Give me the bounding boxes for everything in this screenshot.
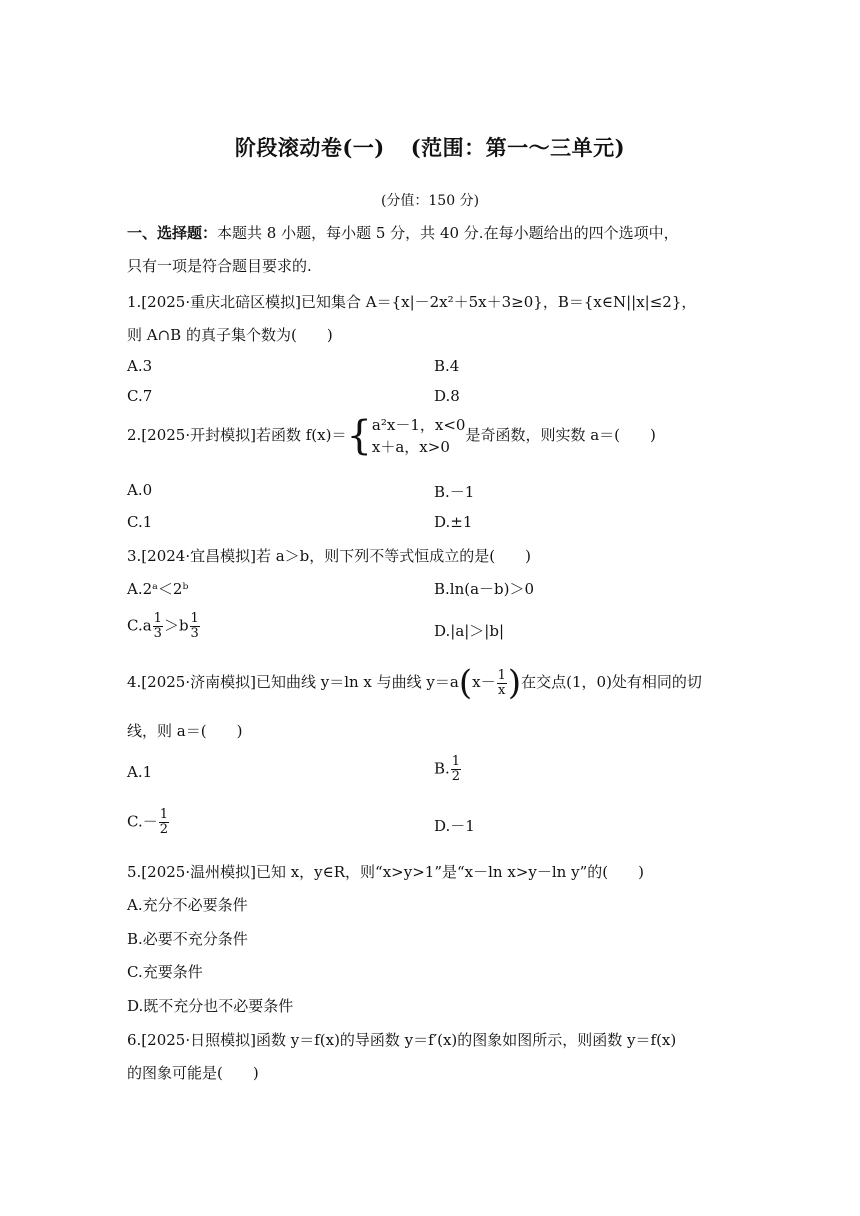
q2-stem-b: 是奇函数，则实数 a＝( )	[465, 426, 656, 444]
left-brace-glyph: {	[346, 413, 372, 459]
option-prefix: B.	[434, 759, 450, 778]
q5-option-a: A.充分不必要条件	[127, 896, 248, 914]
q1-option-a: A.3	[127, 357, 153, 375]
page-title	[0, 132, 860, 162]
q5-option-b: B.必要不充分条件	[127, 930, 248, 948]
q3-option-c-gt: ＞b	[163, 616, 189, 635]
left-paren-glyph: (	[458, 663, 473, 703]
q5-option-d: D.既不充分也不必要条件	[127, 997, 294, 1015]
section-desc-line2: 只有一项是符合题目要求的.	[127, 257, 312, 275]
q2-stem-a: 2.[2025·开封模拟]若函数 f(x)＝	[127, 426, 347, 444]
q4-option-d: D.－1	[434, 817, 475, 835]
frac-numerator: 1	[451, 754, 461, 769]
section-desc-line1: 本题共 8 小题，每小题 5 分，共 40 分.在每小题给出的四个选项中，	[217, 224, 679, 242]
q4-option-c	[127, 808, 170, 837]
q4-optc-frac	[159, 808, 169, 837]
q1-stem-line2: 则 A∩B 的真子集个数为( )	[127, 326, 333, 344]
q3-option-c-a: C.a	[127, 616, 152, 635]
frac-numerator: 1	[190, 611, 199, 626]
score-note: (分值：150 分)	[380, 193, 480, 209]
frac-numerator: 1	[153, 611, 162, 626]
q1-set-a: A＝{x|－2x²＋5x＋3≥0}，	[365, 293, 558, 311]
frac-numerator: 1	[497, 667, 506, 683]
q4-option-a: A.1	[127, 763, 153, 781]
title-range: (范围：第一～三单元)	[410, 135, 626, 160]
q2-option-c: C.1	[127, 513, 153, 531]
title-main: 阶段滚动卷(一)	[234, 135, 385, 160]
q2-option-d: D.±1	[434, 513, 473, 531]
q4-option-b	[434, 755, 462, 784]
q1-stem-line1	[127, 291, 696, 312]
q6-stem-line2: 的图象可能是( )	[127, 1064, 259, 1082]
q4-paren-x: x－	[472, 673, 496, 691]
q5-stem: 5.[2025·温州模拟]已知 x，y∈R，则“x>y>1”是“x－ln x>y－ln y”的( )	[127, 863, 644, 881]
q4-optb-frac	[451, 755, 461, 784]
q2-case1: a²x－1，x<0	[371, 416, 466, 434]
q4-stem-line2: 线，则 a＝( )	[127, 722, 243, 740]
q4-stem-a: 4.[2025·济南模拟]已知曲线 y＝ln x 与曲线 y＝a	[127, 673, 459, 691]
option-prefix: C.－	[127, 812, 158, 831]
q3-frac-1	[153, 612, 163, 641]
q4-stem-line1	[127, 663, 702, 703]
q1-option-c: C.7	[127, 387, 153, 405]
frac-denominator: x	[498, 682, 506, 698]
frac-denominator: 3	[153, 626, 162, 641]
q1-set-b: B＝{x∈N||x|≤2}，	[557, 293, 697, 311]
q3-option-a: A.2ᵃ＜2ᵇ	[127, 580, 189, 598]
frac-denominator: 2	[451, 769, 461, 784]
q3-option-c	[127, 612, 201, 641]
q2-case2: x＋a，x>0	[371, 438, 450, 456]
q2-piecewise	[346, 414, 465, 458]
frac-numerator: 1	[159, 807, 168, 822]
q3-option-b: B.ln(a－b)＞0	[434, 580, 535, 598]
q6-stem-line1: 6.[2025·日照模拟]函数 y＝f(x)的导函数 y＝f′(x)的图象如图所示，则函数 y＝f(x)	[127, 1031, 677, 1049]
q1-stem-a: 1.[2025·重庆北碚区模拟]已知集合	[127, 293, 366, 311]
q4-stem-b: 在交点(1，0)处有相同的切	[521, 673, 702, 691]
q1-option-b: B.4	[434, 357, 460, 375]
frac-denominator: 3	[190, 626, 199, 641]
right-paren-glyph: )	[507, 663, 522, 703]
q5-option-c: C.充要条件	[127, 963, 203, 981]
q1-option-d: D.8	[434, 387, 460, 405]
q2-option-b: B.－1	[434, 483, 475, 501]
frac-denominator: 2	[159, 822, 168, 837]
q2-option-a: A.0	[127, 481, 153, 499]
q2-stem	[127, 414, 656, 458]
section-heading: 一、选择题：	[127, 224, 218, 242]
q3-stem: 3.[2024·宜昌模拟]若 a＞b，则下列不等式恒成立的是( )	[127, 547, 531, 565]
q3-option-d: D.|a|＞|b|	[434, 622, 505, 640]
q3-frac-2	[190, 612, 200, 641]
q4-frac	[497, 669, 507, 698]
section-description	[127, 222, 679, 243]
